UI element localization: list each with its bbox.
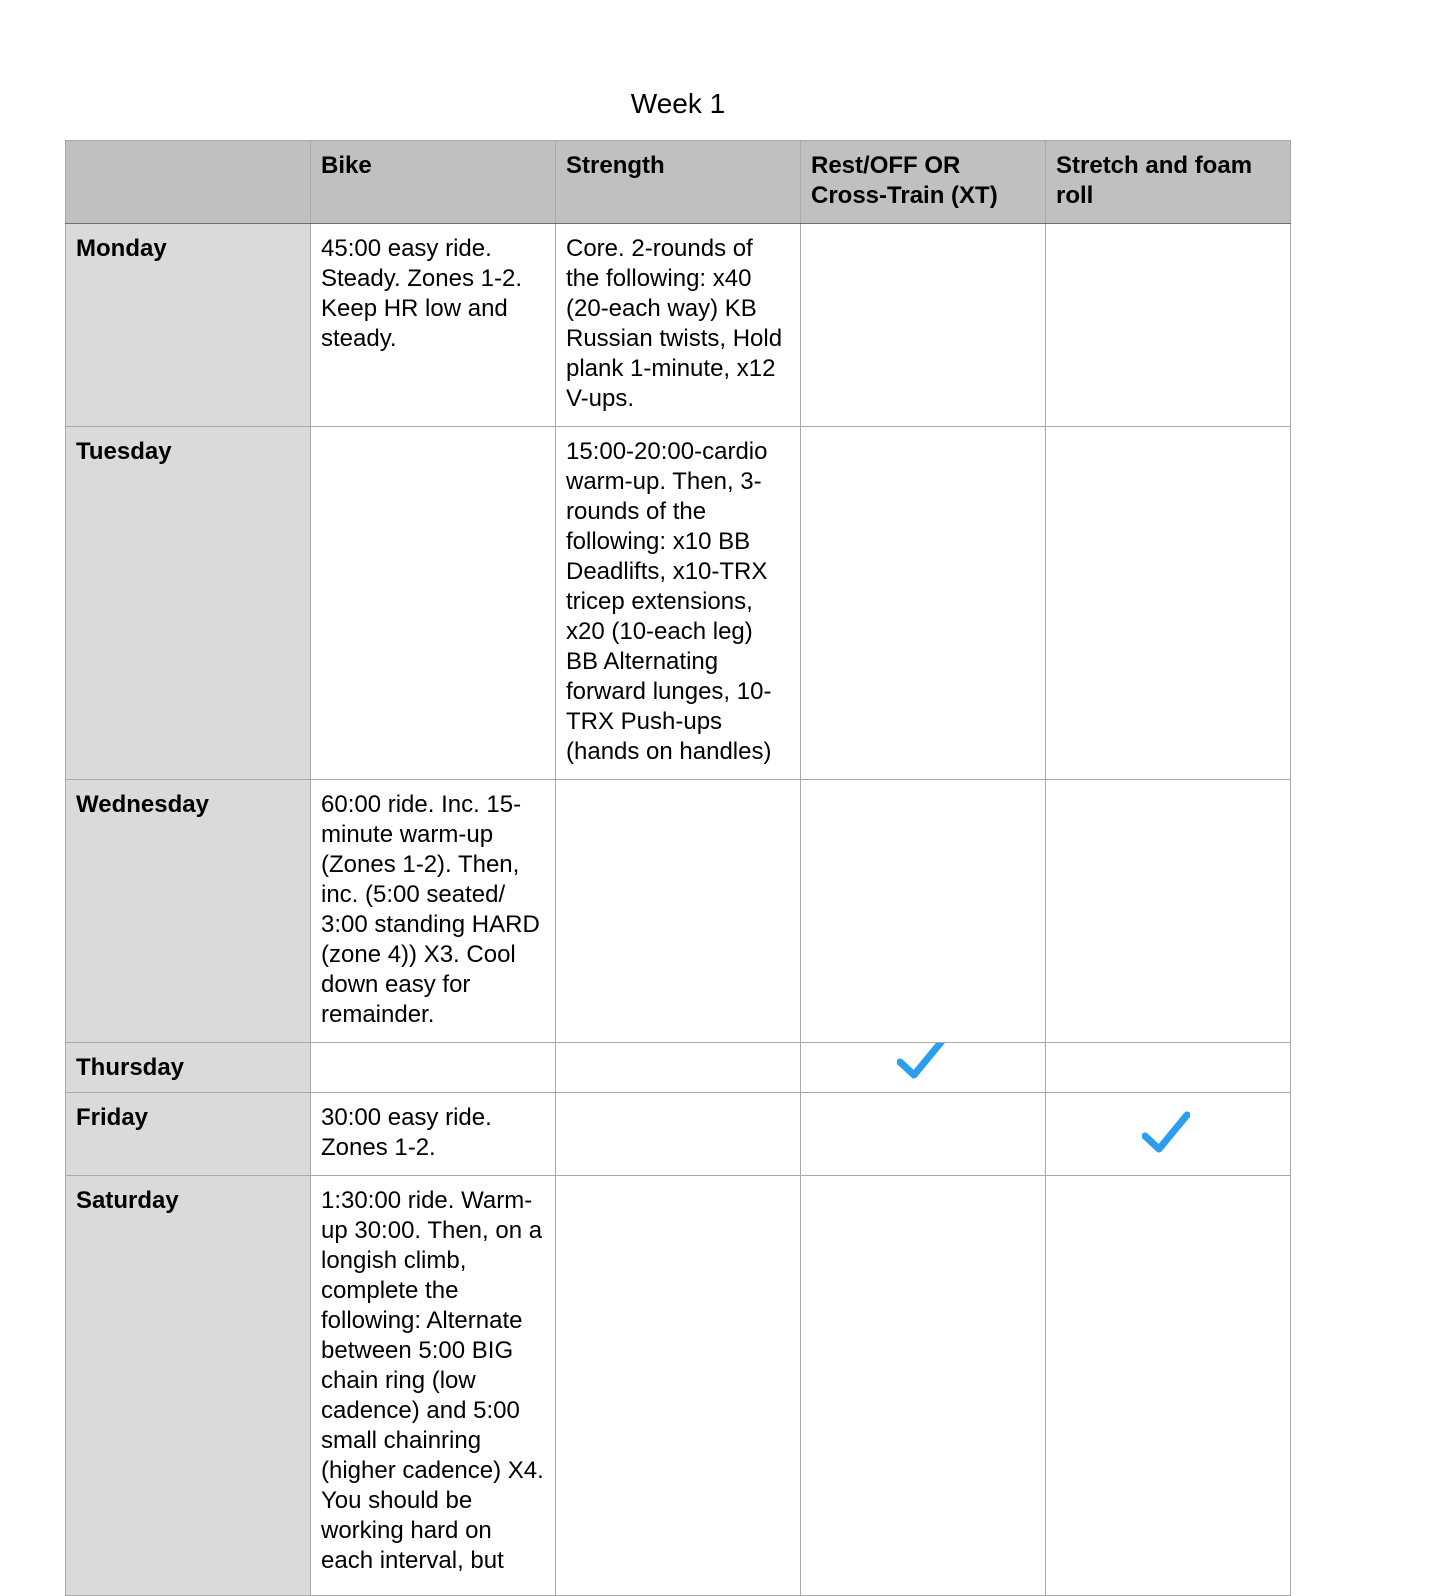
day-label: Wednesday xyxy=(66,780,311,1043)
stretch-cell xyxy=(1046,427,1291,780)
rest-cell[interactable] xyxy=(801,1043,1046,1093)
day-label: Friday xyxy=(66,1093,311,1176)
stretch-cell[interactable] xyxy=(1046,1093,1291,1176)
bike-cell: 1:30:00 ride. Warm-up 30:00. Then, on a longish climb, complete the following: Alternate between 5:00 BIG chain ring (low cadence) and 5:00 small chainring (higher cadence) X4. You should be working hard on each interval, but xyxy=(311,1176,556,1596)
table-row-saturday xyxy=(66,1176,1291,1596)
strength-cell xyxy=(556,780,801,1043)
strength-cell: 15:00-20:00-cardio warm-up. Then, 3-rounds of the following: x10 BB Deadlifts, x10-TRX tricep extensions, x20 (10-each leg) BB Alternating forward lunges, 10-TRX Push-ups (hands on handles) xyxy=(556,427,801,780)
header-stretch-foam-roll: Stretch and foam roll xyxy=(1046,141,1291,224)
header-strength: Strength xyxy=(556,141,801,224)
stretch-cell xyxy=(1046,780,1291,1043)
table-row-monday xyxy=(66,224,1291,427)
rest-cell xyxy=(801,1093,1046,1176)
bike-cell: 45:00 easy ride. Steady. Zones 1-2. Keep HR low and steady. xyxy=(311,224,556,427)
strength-cell xyxy=(556,1043,801,1093)
day-label: Tuesday xyxy=(66,427,311,780)
header-bike: Bike xyxy=(311,141,556,224)
strength-cell xyxy=(556,1176,801,1596)
rest-cell xyxy=(801,427,1046,780)
bike-cell: 60:00 ride. Inc. 15-minute warm-up (Zones 1-2). Then, inc. (5:00 seated/ 3:00 standing HARD (zone 4)) X3. Cool down easy for remainder. xyxy=(311,780,556,1043)
checkmark-icon xyxy=(1142,1111,1190,1155)
checkmark-icon xyxy=(897,1043,945,1082)
bike-cell xyxy=(311,1043,556,1093)
header-row xyxy=(66,141,1291,224)
day-label: Monday xyxy=(66,224,311,427)
day-label: Saturday xyxy=(66,1176,311,1596)
rest-cell xyxy=(801,780,1046,1043)
header-rest-cross-train: Rest/OFF OR Cross-Train (XT) xyxy=(801,141,1046,224)
rest-cell xyxy=(801,1176,1046,1596)
stretch-cell xyxy=(1046,1043,1291,1093)
strength-cell: Core. 2-rounds of the following: x40 (20-each way) KB Russian twists, Hold plank 1-minute, x12 V-ups. xyxy=(556,224,801,427)
strength-cell xyxy=(556,1093,801,1176)
header-day xyxy=(66,141,311,224)
table-row-tuesday xyxy=(66,427,1291,780)
table-row-thursday xyxy=(66,1043,1291,1093)
bike-cell: 30:00 easy ride. Zones 1-2. xyxy=(311,1093,556,1176)
day-label: Thursday xyxy=(66,1043,311,1093)
bike-cell xyxy=(311,427,556,780)
table-row-friday xyxy=(66,1093,1291,1176)
stretch-cell xyxy=(1046,1176,1291,1596)
weekly-training-table xyxy=(65,140,1291,1596)
rest-cell xyxy=(801,224,1046,427)
page-title: Week 1 xyxy=(630,88,726,119)
table-row-wednesday xyxy=(66,780,1291,1043)
stretch-cell xyxy=(1046,224,1291,427)
